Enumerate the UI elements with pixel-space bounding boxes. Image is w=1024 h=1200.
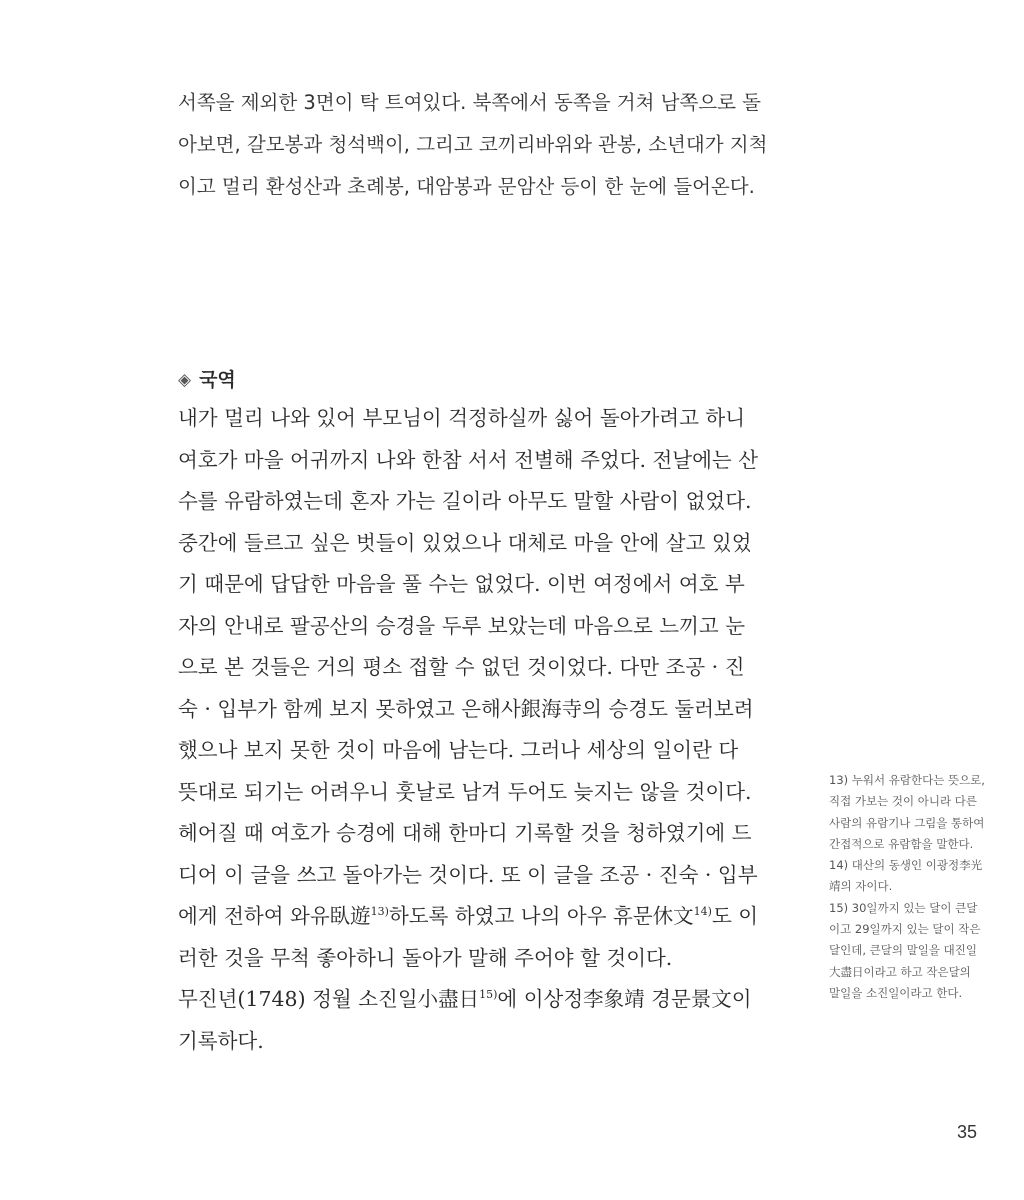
section-heading [178, 362, 236, 398]
intro-text-block [178, 82, 768, 208]
footnote-13: 13) 누워서 유람한다는 뜻으로, 직접 가보는 것이 아니라 다른 사람의 유람기나 그림을 통하여 간접적으로 유람함을 말한다. [829, 773, 985, 851]
translation-paragraph-3 [178, 979, 763, 1062]
footnote-14: 14) 대산의 동생인 이광정李光靖의 자이다. [829, 858, 983, 894]
paragraph-2-text-b: 하도록 하였고 나의 아우 휴문休文 [388, 904, 694, 928]
translation-paragraph-1: 내가 멀리 나와 있어 부모님이 걱정하실까 싫어 돌아가려고 하니 여호가 마을 어귀까지 나와 한참 서서 전별해 주었다. 전날에는 산수를 유람하였는데 혼자 가는 길이라 아무도 말할 사람이 없었다. 중간에 들르고 싶은 벗들이 있었으나 대체로 마을 안에 살고 있었기 때문에 답답한 마음을 풀 수는 없었다. 이번 여정에서 여호 부자의 안내로 팔공산의 승경을 두루 보았는데 마음으로 느끼고 눈으로 본 것들은 거의 평소 접할 수 없던 것이었다. 다만 조공 · 진숙 · 입부가 함께 보지 못하였고 은해사銀海寺의 승경도 둘러보려 했으나 보지 못한 것이 마음에 남는다. 그러나 세상의 일이란 다 뜻대로 되기는 어려우니 훗날로 남겨 두어도 늦지는 않을 것이다. [178, 406, 759, 804]
footnotes-sidebar [829, 770, 985, 1004]
footnote-ref-14: 14) [693, 905, 712, 919]
diamond-bullet-icon: ◈ [178, 370, 192, 390]
intro-paragraph: 서쪽을 제외한 3면이 탁 트여있다. 북쪽에서 동쪽을 거쳐 남쪽으로 돌아보면, 갈모봉과 청석백이, 그리고 코끼리바위와 관봉, 소년대가 지척이고 멀리 환성산과 초례봉, 대암봉과 문암산 등이 한 눈에 들어온다. [178, 91, 768, 198]
section-title: 국역 [199, 369, 236, 391]
page-number: 35 [957, 1122, 978, 1142]
paragraph-3-text-b: 에 이상정李象靖 경문景文이 기록하다. [178, 987, 752, 1053]
paragraph-2-text-c: 도 이러한 것을 무척 좋아하니 돌아가 말해 주어야 할 것이다. [178, 904, 759, 970]
translation-paragraph-2 [178, 813, 763, 979]
paragraph-3-text-a: 무진년(1748) 정월 소진일小盡日 [178, 987, 480, 1011]
footnote-15: 15) 30일까지 있는 달이 큰달이고 29일까지 있는 달이 작은달인데, 큰달의 말일을 대진일大盡日이라고 하고 작은달의 말일을 소진일이라고 한다. [829, 900, 981, 1000]
footnote-ref-15: 15) [479, 988, 498, 1002]
paragraph-2-text-a: 헤어질 때 여호가 승경에 대해 한마디 기록할 것을 청하였기에 드디어 이 글을 쓰고 돌아가는 것이다. 또 이 글을 조공 · 진숙 · 입부에게 전하여 와유臥遊 [178, 821, 758, 928]
footnote-ref-13: 13) [370, 905, 389, 919]
translation-body [178, 398, 763, 1062]
